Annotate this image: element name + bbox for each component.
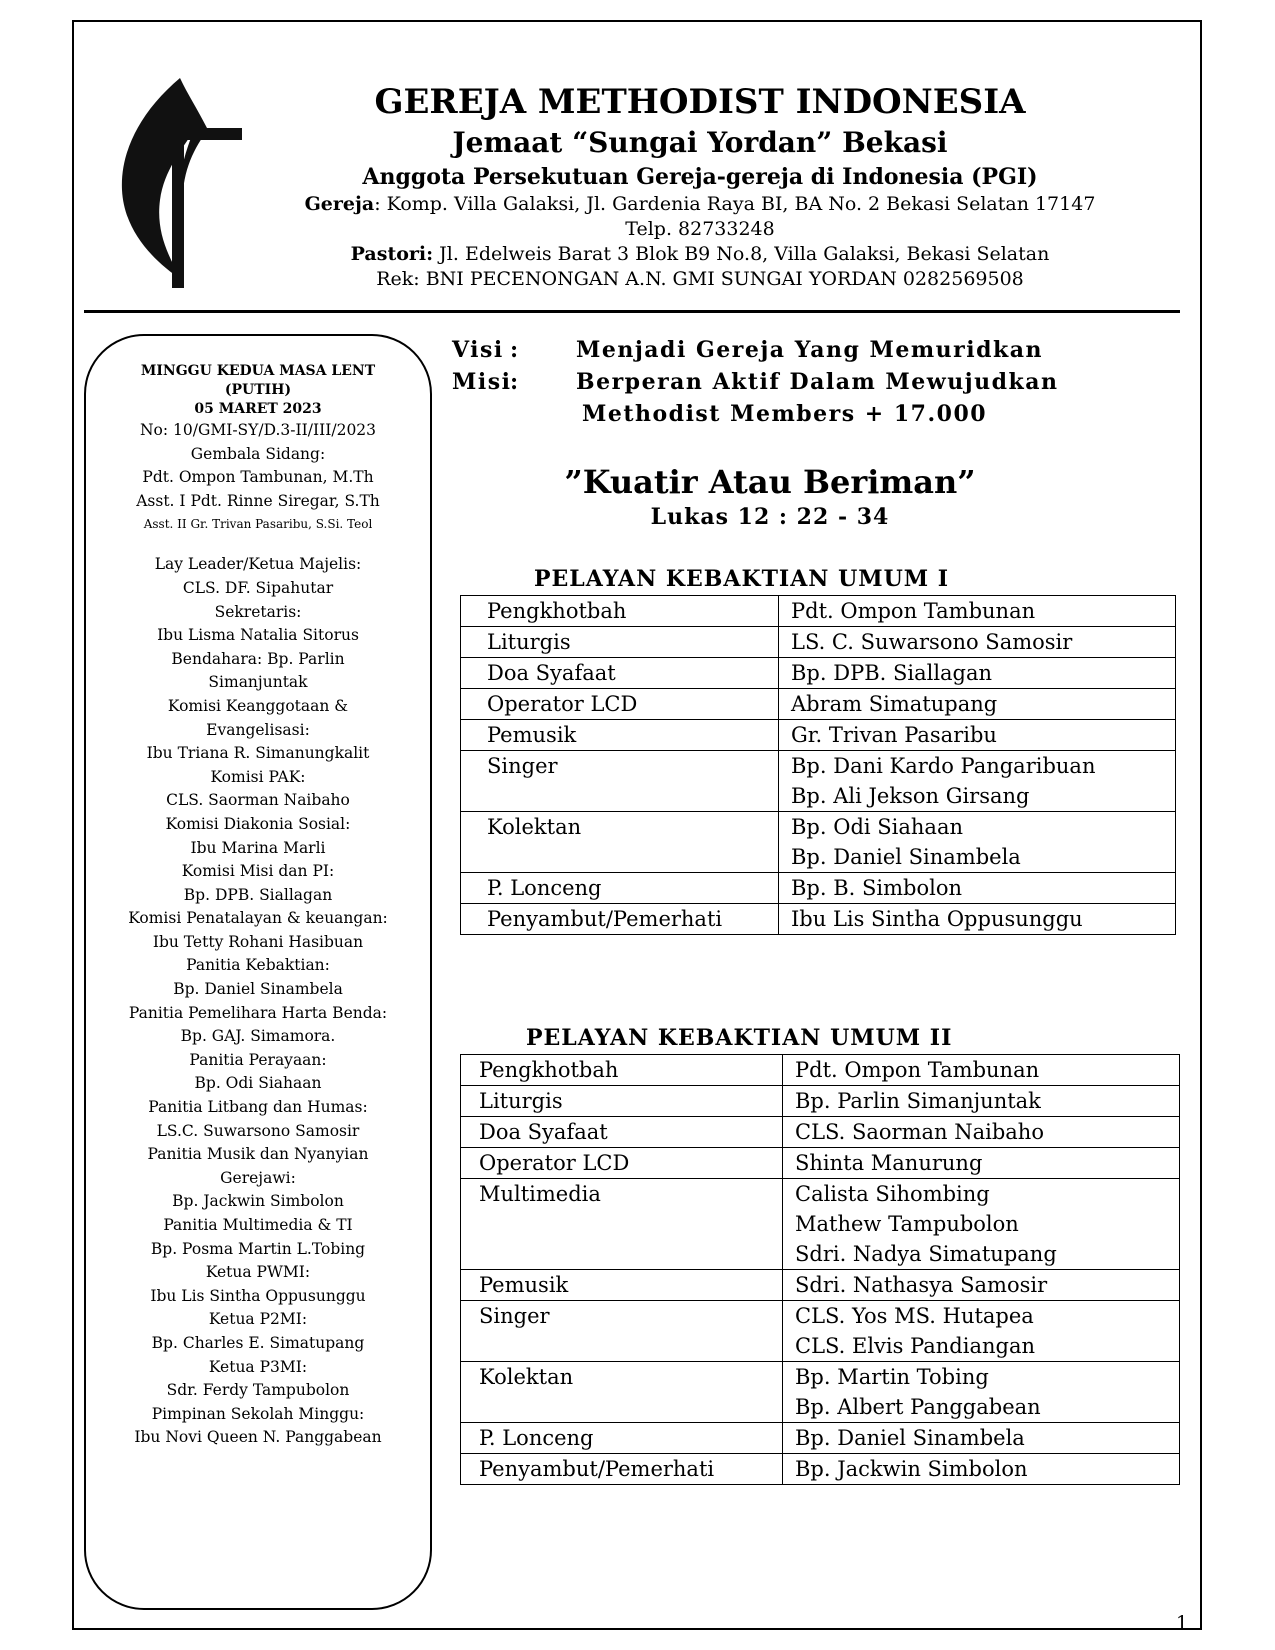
role-cell: Liturgis xyxy=(461,627,779,658)
officer-line: Lay Leader/Ketua Majelis: xyxy=(154,555,362,574)
assistant-one: Asst. I Pdt. Rinne Siregar, S.Th xyxy=(136,491,380,510)
person-name: Bp. Odi Siahaan xyxy=(791,815,963,839)
header-divider xyxy=(84,310,1180,313)
name-cell xyxy=(783,1117,1180,1148)
officer-line: Ketua P3MI: xyxy=(208,1357,308,1376)
person-name: Shinta Manurung xyxy=(795,1151,983,1175)
table-row xyxy=(461,658,1176,689)
officer-line: Gerejawi: xyxy=(220,1168,296,1187)
officer-line: Sdr. Ferdy Tampubolon xyxy=(166,1381,350,1400)
role-cell: Singer xyxy=(461,751,779,812)
role-cell: Multimedia xyxy=(461,1179,783,1270)
service1-table xyxy=(460,595,1176,935)
person-name: Bp. Martin Tobing xyxy=(795,1365,989,1389)
officer-line: Ibu Lis Sintha Oppusunggu xyxy=(150,1286,366,1305)
name-cell xyxy=(783,1454,1180,1485)
role-cell: Liturgis xyxy=(461,1086,783,1117)
cross-and-flame-logo xyxy=(112,70,252,290)
document-number: No: 10/GMI-SY/D.3-II/III/2023 xyxy=(139,421,377,439)
congregation-name: Jemaat “Sungai Yordan” Bekasi xyxy=(452,126,948,159)
officer-line: Panitia Pemelihara Harta Benda: xyxy=(128,1003,388,1022)
mission-label: Misi xyxy=(452,369,512,395)
table-row xyxy=(461,1055,1180,1086)
membership-line: Anggota Persekutuan Gereja-gereja di Indonesia (PGI) xyxy=(362,164,1038,190)
person-name: CLS. Elvis Pandiangan xyxy=(795,1334,1036,1358)
vision-text: Menjadi Gereja Yang Memuridkan xyxy=(576,337,1043,363)
table-row xyxy=(461,1086,1180,1117)
person-name: Abram Simatupang xyxy=(791,692,998,716)
theme-title: ”Kuatir Atau Beriman” xyxy=(564,463,976,501)
mission-text-2: Methodist Members + 17.000 xyxy=(582,401,988,427)
person-name: Sdri. Nathasya Samosir xyxy=(795,1273,1048,1297)
pastor-name: Pdt. Ompon Tambunan, M.Th xyxy=(142,468,374,487)
officer-line: Bp. Jackwin Simbolon xyxy=(172,1192,344,1211)
pastori-address: Pastori: Jl. Edelweis Barat 3 Blok B9 No.8, Villa Galaksi, Bekasi Selatan xyxy=(350,243,1050,265)
officer-line: Panitia Multimedia & TI xyxy=(163,1216,353,1234)
officer-line: Komisi Diakonia Sosial: xyxy=(165,814,351,833)
name-cell xyxy=(779,873,1176,904)
sidebar-heading: MINGGU KEDUA MASA LENT xyxy=(140,363,376,379)
officer-line: Evangelisasi: xyxy=(206,720,310,739)
table-row xyxy=(461,751,1176,812)
role-cell: Penyambut/Pemerhati xyxy=(461,904,779,935)
officer-line: Ibu Triana R. Simanungkalit xyxy=(146,744,370,763)
person-name: Gr. Trivan Pasaribu xyxy=(791,723,997,747)
role-cell: Pemusik xyxy=(461,1270,783,1301)
officer-line: Komisi PAK: xyxy=(210,767,306,786)
person-name: Bp. Parlin Simanjuntak xyxy=(795,1089,1041,1113)
phone-number: Telp. 82733248 xyxy=(625,218,775,240)
officer-line: Pimpinan Sekolah Minggu: xyxy=(151,1404,365,1423)
officer-line: Ketua PWMI: xyxy=(205,1263,311,1282)
table-row xyxy=(461,873,1176,904)
officer-line: Bp. GAJ. Simamora. xyxy=(180,1027,336,1046)
role-cell: Kolektan xyxy=(461,812,779,873)
officer-line: Ibu Marina Marli xyxy=(190,838,326,857)
role-cell: Operator LCD xyxy=(461,689,779,720)
person-name: Bp. Dani Kardo Pangaribuan xyxy=(791,754,1096,778)
table-row xyxy=(461,1270,1180,1301)
role-cell: Kolektan xyxy=(461,1362,783,1423)
officer-line: Sekretaris: xyxy=(214,602,302,621)
person-name: Bp. B. Simbolon xyxy=(791,876,962,900)
person-name: CLS. Yos MS. Hutapea xyxy=(795,1304,1034,1328)
table-row xyxy=(461,689,1176,720)
table-row xyxy=(461,1148,1180,1179)
officer-line: Simanjuntak xyxy=(208,673,308,692)
mission-text: Berperan Aktif Dalam Mewujudkan xyxy=(576,369,1059,395)
officer-line: Panitia Kebaktian: xyxy=(186,956,330,975)
assistant-two: Asst. II Gr. Trivan Pasaribu, S.Si. Teol xyxy=(143,517,373,532)
vision-label: Visi xyxy=(452,337,504,363)
church-name: GEREJA METHODIST INDONESIA xyxy=(374,82,1026,122)
role-cell: Penyambut/Pemerhati xyxy=(461,1454,783,1485)
officer-line: CLS. DF. Sipahutar xyxy=(182,578,334,597)
role-cell: P. Lonceng xyxy=(461,873,779,904)
person-name: Bp. Ali Jekson Girsang xyxy=(791,784,1030,808)
person-name: CLS. Saorman Naibaho xyxy=(795,1120,1044,1144)
name-cell xyxy=(779,720,1176,751)
table-row xyxy=(461,812,1176,873)
name-cell xyxy=(783,1179,1180,1270)
person-name: Bp. Daniel Sinambela xyxy=(791,845,1021,869)
service2-title: PELAYAN KEBAKTIAN UMUM II xyxy=(526,1025,953,1051)
letterhead xyxy=(250,80,1150,292)
officer-line: Bp. DPB. Siallagan xyxy=(183,885,333,904)
table-row xyxy=(461,1423,1180,1454)
role-cell: P. Lonceng xyxy=(461,1423,783,1454)
sidebar-date: 05 MARET 2023 xyxy=(194,401,322,417)
sermon-theme xyxy=(560,462,980,532)
officer-line: Panitia Litbang dan Humas: xyxy=(148,1098,368,1117)
role-cell: Pengkhotbah xyxy=(461,1055,783,1086)
officer-line: Bp. Posma Martin L.Tobing xyxy=(150,1239,366,1258)
pastor-label: Gembala Sidang: xyxy=(190,444,326,463)
name-cell xyxy=(783,1055,1180,1086)
table-row xyxy=(461,1179,1180,1270)
person-name: LS. C. Suwarsono Samosir xyxy=(791,630,1073,654)
officer-line: Bp. Daniel Sinambela xyxy=(173,980,343,999)
table-row xyxy=(461,596,1176,627)
name-cell xyxy=(779,904,1176,935)
officer-line: Bp. Charles E. Simatupang xyxy=(151,1333,365,1352)
officer-line: LS.C. Suwarsono Samosir xyxy=(156,1121,360,1140)
officer-line: Panitia Musik dan Nyanyian xyxy=(147,1145,369,1164)
service2-table xyxy=(460,1054,1180,1485)
person-name: Sdri. Nadya Simatupang xyxy=(795,1242,1057,1266)
table-row xyxy=(461,1454,1180,1485)
officer-line: Ibu Novi Queen N. Panggabean xyxy=(134,1428,382,1447)
name-cell xyxy=(779,751,1176,812)
name-cell xyxy=(779,812,1176,873)
table-row xyxy=(461,904,1176,935)
officer-line: Ibu Tetty Rohani Hasibuan xyxy=(152,932,364,951)
role-cell: Singer xyxy=(461,1301,783,1362)
page-number: 1 xyxy=(1176,1612,1189,1634)
role-cell: Doa Syafaat xyxy=(461,1117,783,1148)
table-row xyxy=(461,1117,1180,1148)
person-name: Pdt. Ompon Tambunan xyxy=(795,1058,1040,1082)
name-cell xyxy=(783,1086,1180,1117)
person-name: Calista Sihombing xyxy=(795,1182,990,1206)
officer-line: CLS. Saorman Naibaho xyxy=(166,791,350,810)
person-name: Ibu Lis Sintha Oppusunggu xyxy=(791,907,1083,931)
table-row xyxy=(461,627,1176,658)
name-cell xyxy=(779,627,1176,658)
officer-line: Ibu Lisma Natalia Sitorus xyxy=(157,626,359,645)
officer-line: Panitia Perayaan: xyxy=(189,1050,327,1069)
role-cell: Doa Syafaat xyxy=(461,658,779,689)
name-cell xyxy=(783,1301,1180,1362)
name-cell xyxy=(783,1148,1180,1179)
name-cell xyxy=(783,1423,1180,1454)
person-name: Bp. Daniel Sinambela xyxy=(795,1426,1025,1450)
officer-line: Bendahara: Bp. Parlin xyxy=(171,649,345,668)
officers-list xyxy=(86,553,430,1450)
role-cell: Pengkhotbah xyxy=(461,596,779,627)
church-address: Gereja: Komp. Villa Galaksi, Jl. Gardenia Raya BI, BA No. 2 Bekasi Selatan 17147 xyxy=(304,193,1096,215)
role-cell: Operator LCD xyxy=(461,1148,783,1179)
sidebar-panel xyxy=(84,334,432,1610)
person-name: Bp. Albert Panggabean xyxy=(795,1395,1041,1419)
officer-line: Komisi Keanggotaan & xyxy=(167,696,349,715)
person-name: Mathew Tampubolon xyxy=(795,1212,1019,1236)
name-cell xyxy=(779,658,1176,689)
role-cell: Pemusik xyxy=(461,720,779,751)
person-name: Pdt. Ompon Tambunan xyxy=(791,599,1036,623)
bank-account: Rek: BNI PECENONGAN A.N. GMI SUNGAI YORDAN 0282569508 xyxy=(376,268,1024,290)
person-name: Bp. DPB. Siallagan xyxy=(791,661,993,685)
name-cell xyxy=(779,596,1176,627)
service1-title: PELAYAN KEBAKTIAN UMUM I xyxy=(534,566,950,592)
person-name: Bp. Jackwin Simbolon xyxy=(795,1457,1028,1481)
theme-verse: Lukas 12 : 22 - 34 xyxy=(650,504,890,530)
liturgical-color: (PUTIH) xyxy=(224,382,292,398)
officer-line: Komisi Misi dan PI: xyxy=(181,862,335,881)
table-row xyxy=(461,1301,1180,1362)
name-cell xyxy=(783,1270,1180,1301)
table-row xyxy=(461,1362,1180,1423)
officer-line: Komisi Penatalayan & keuangan: xyxy=(128,909,388,928)
table-row xyxy=(461,720,1176,751)
name-cell xyxy=(779,689,1176,720)
name-cell xyxy=(783,1362,1180,1423)
officer-line: Bp. Odi Siahaan xyxy=(194,1074,322,1093)
officer-line: Ketua P2MI: xyxy=(208,1310,308,1329)
